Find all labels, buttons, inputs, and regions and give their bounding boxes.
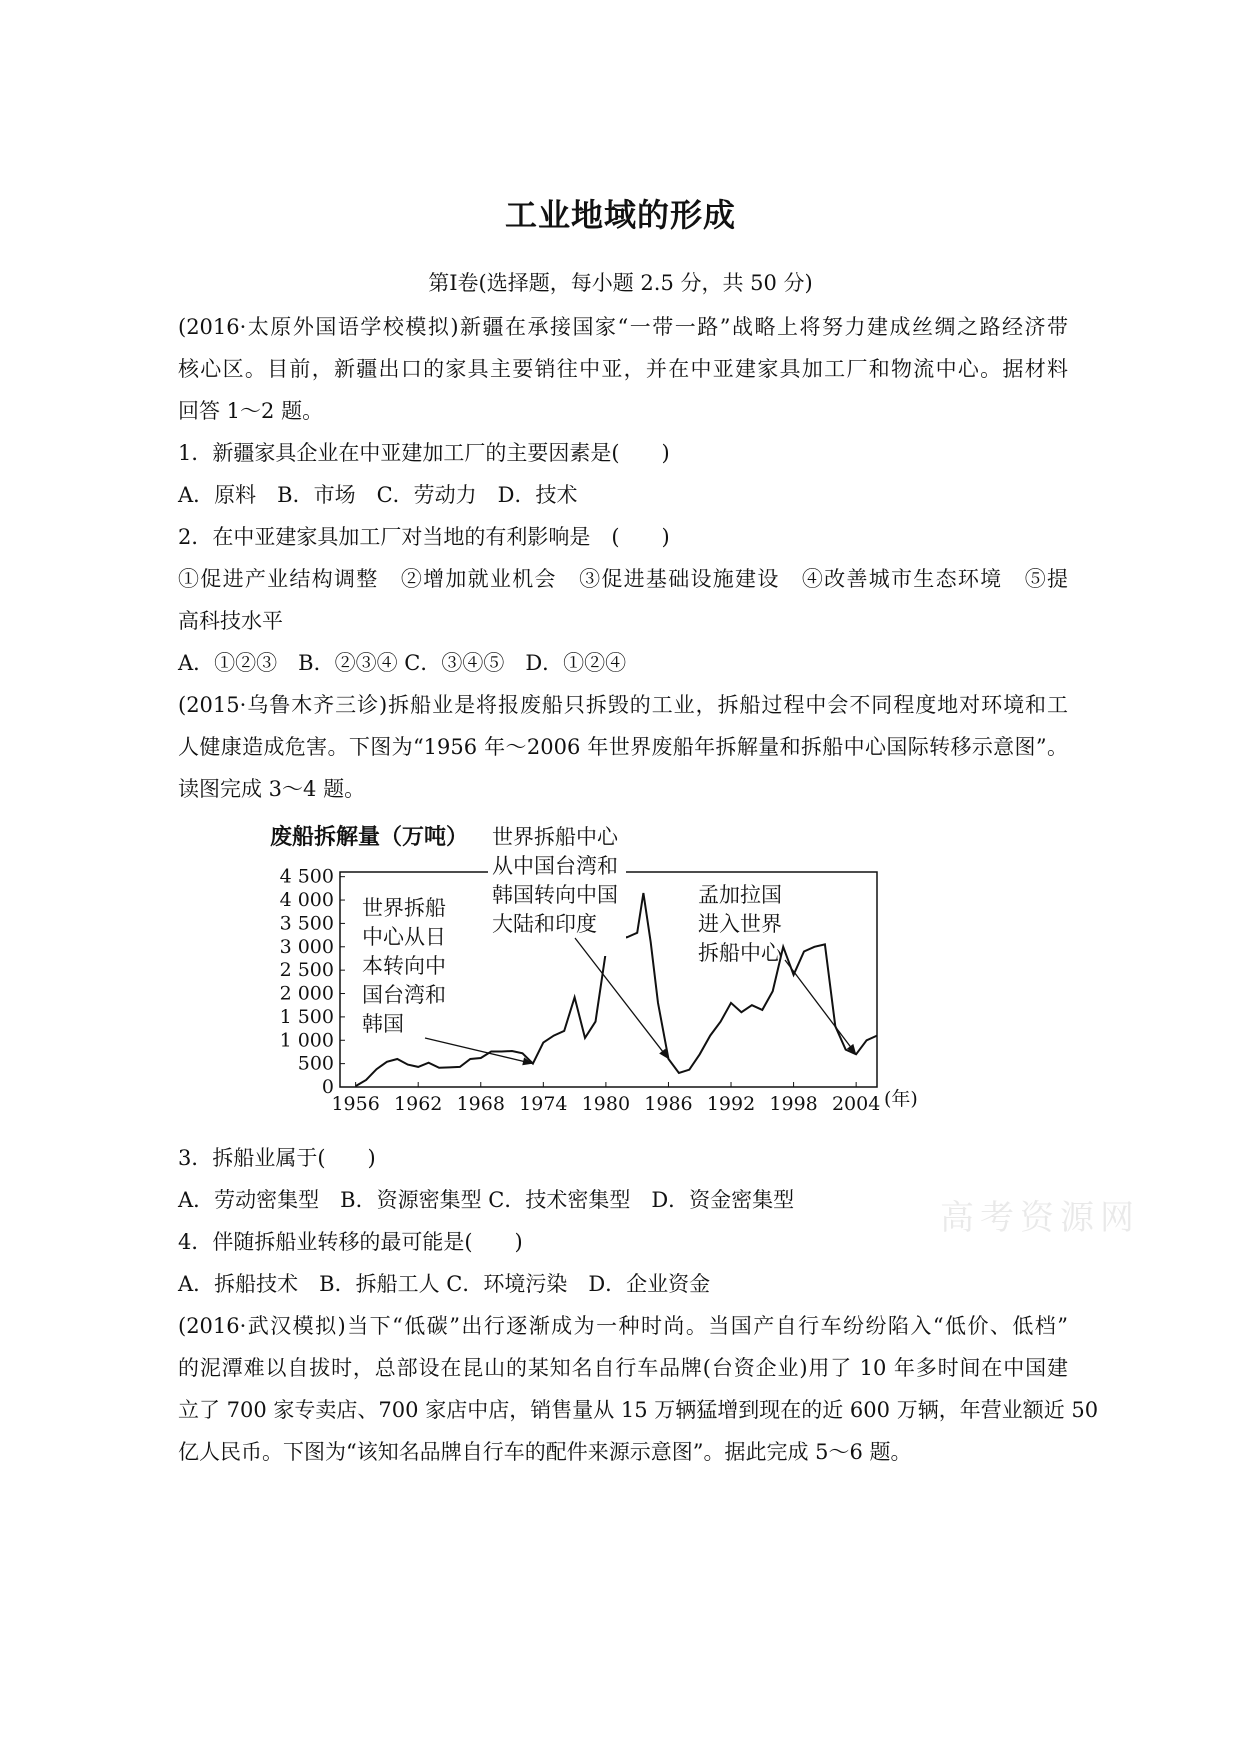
passage3-line-2: 的泥潭难以自拔时，总部设在昆山的某知名自行车品牌(台资企业)用了 10 年多时间在中国建 xyxy=(178,1356,1068,1380)
annotation-3-line-1: 孟加拉国 xyxy=(698,883,782,907)
passage2-line-3: 读图完成 3～4 题。 xyxy=(178,777,366,801)
y-tick-label: 3 000 xyxy=(279,935,334,958)
x-tick-label: 1962 xyxy=(394,1093,443,1115)
question-2-statements-line-1: ①促进产业结构调整 ②增加就业机会 ③促进基础设施建设 ④改善城市生态环境 ⑤提 xyxy=(178,567,1068,591)
annotation-arrow-line xyxy=(575,938,668,1059)
y-tick-label: 2 500 xyxy=(279,959,334,982)
annotation-1-line-1: 世界拆船 xyxy=(362,896,446,920)
ship-breaking-chart xyxy=(270,820,990,1125)
passage1-line-2: 核心区。目前，新疆出口的家具主要销往中亚，并在中亚建家具加工厂和物流中心。据材料 xyxy=(178,357,1068,381)
question-2-statements-line-2: 高科技水平 xyxy=(178,609,283,633)
y-tick-label: 1 500 xyxy=(279,1005,334,1028)
y-tick-label: 3 500 xyxy=(279,912,334,935)
passage3-line-3: 立了 700 家专卖店、700 家店中店，销售量从 15 万辆猛增到现在的近 600 万辆，年营业额近 50 xyxy=(178,1398,1099,1422)
y-tick-label: 4 500 xyxy=(279,865,334,888)
section-header: 第Ⅰ卷(选择题，每小题 2.5 分，共 50 分) xyxy=(428,271,813,295)
annotation-2-line-4: 大陆和印度 xyxy=(492,912,597,936)
question-4-options: A．拆船技术 B．拆船工人 C．环境污染 D．企业资金 xyxy=(178,1272,711,1296)
y-tick-label: 500 xyxy=(297,1052,334,1075)
question-1-stem: 1．新疆家具企业在中亚建加工厂的主要因素是( ) xyxy=(178,441,670,465)
x-tick-label: 1986 xyxy=(644,1093,693,1115)
passage1-line-1: (2016·太原外国语学校模拟)新疆在承接国家“一带一路”战略上将努力建成丝绸之路经济带 xyxy=(178,315,1068,339)
y-tick-label: 0 xyxy=(321,1076,334,1098)
question-2-stem: 2．在中亚建家具加工厂对当地的有利影响是 ( ) xyxy=(178,525,670,549)
annotation-arrow-line xyxy=(785,960,856,1054)
annotation-3-line-3: 拆船中心 xyxy=(698,941,782,965)
page-title: 工业地域的形成 xyxy=(504,196,736,234)
x-tick-label: 2004 xyxy=(831,1093,881,1115)
watermark: 高考资源网 xyxy=(940,1198,1140,1238)
x-tick-label: 1992 xyxy=(706,1093,756,1115)
passage3-line-1: (2016·武汉模拟)当下“低碳”出行逐渐成为一种时尚。当国产自行车纷纷陷入“低价、低档” xyxy=(178,1314,1068,1338)
annotation-2-line-2: 从中国台湾和 xyxy=(492,854,618,878)
y-tick-label: 4 000 xyxy=(279,889,334,912)
question-3-options: A．劳动密集型 B．资源密集型 C．技术密集型 D．资金密集型 xyxy=(178,1188,795,1212)
question-1-options: A．原料 B．市场 C．劳动力 D．技术 xyxy=(178,483,578,507)
y-tick-label: 1 000 xyxy=(279,1029,334,1052)
annotation-1-line-3: 本转向中 xyxy=(362,954,446,978)
annotation-3-line-2: 进入世界 xyxy=(698,912,782,936)
chart-x-axis-unit: (年) xyxy=(884,1088,918,1110)
x-tick-label: 1968 xyxy=(456,1093,505,1115)
annotation-arrow-line xyxy=(425,1038,533,1064)
annotation-1-line-5: 韩国 xyxy=(362,1012,404,1036)
chart-y-axis-label: 废船拆解量（万吨） xyxy=(270,824,469,850)
annotation-1-line-2: 中心从日 xyxy=(362,925,446,949)
y-tick-label: 2 000 xyxy=(279,982,334,1005)
question-2-options: A．①②③ B．②③④ C．③④⑤ D．①②④ xyxy=(178,651,627,675)
x-tick-label: 1956 xyxy=(331,1093,380,1115)
passage3-line-4: 亿人民币。下图为“该知名品牌自行车的配件来源示意图”。据此完成 5～6 题。 xyxy=(178,1440,912,1464)
passage1-line-3: 回答 1～2 题。 xyxy=(178,399,324,423)
x-tick-label: 1998 xyxy=(769,1093,818,1115)
annotation-2-line-1: 世界拆船中心 xyxy=(492,825,618,849)
x-tick-label: 1974 xyxy=(519,1093,568,1115)
question-3-stem: 3．拆船业属于( ) xyxy=(178,1146,376,1170)
passage2-line-1: (2015·乌鲁木齐三诊)拆船业是将报废船只拆毁的工业，拆船过程中会不同程度地对环境和工 xyxy=(178,693,1068,717)
x-tick-label: 1980 xyxy=(581,1093,631,1115)
annotation-2-line-3: 韩国转向中国 xyxy=(492,883,618,907)
question-4-stem: 4．伴随拆船业转移的最可能是( ) xyxy=(178,1230,523,1254)
passage2-line-2: 人健康造成危害。下图为“1956 年～2006 年世界废船年拆解量和拆船中心国际转移示意图”。 xyxy=(178,735,1068,759)
annotation-1-line-4: 国台湾和 xyxy=(362,983,446,1007)
